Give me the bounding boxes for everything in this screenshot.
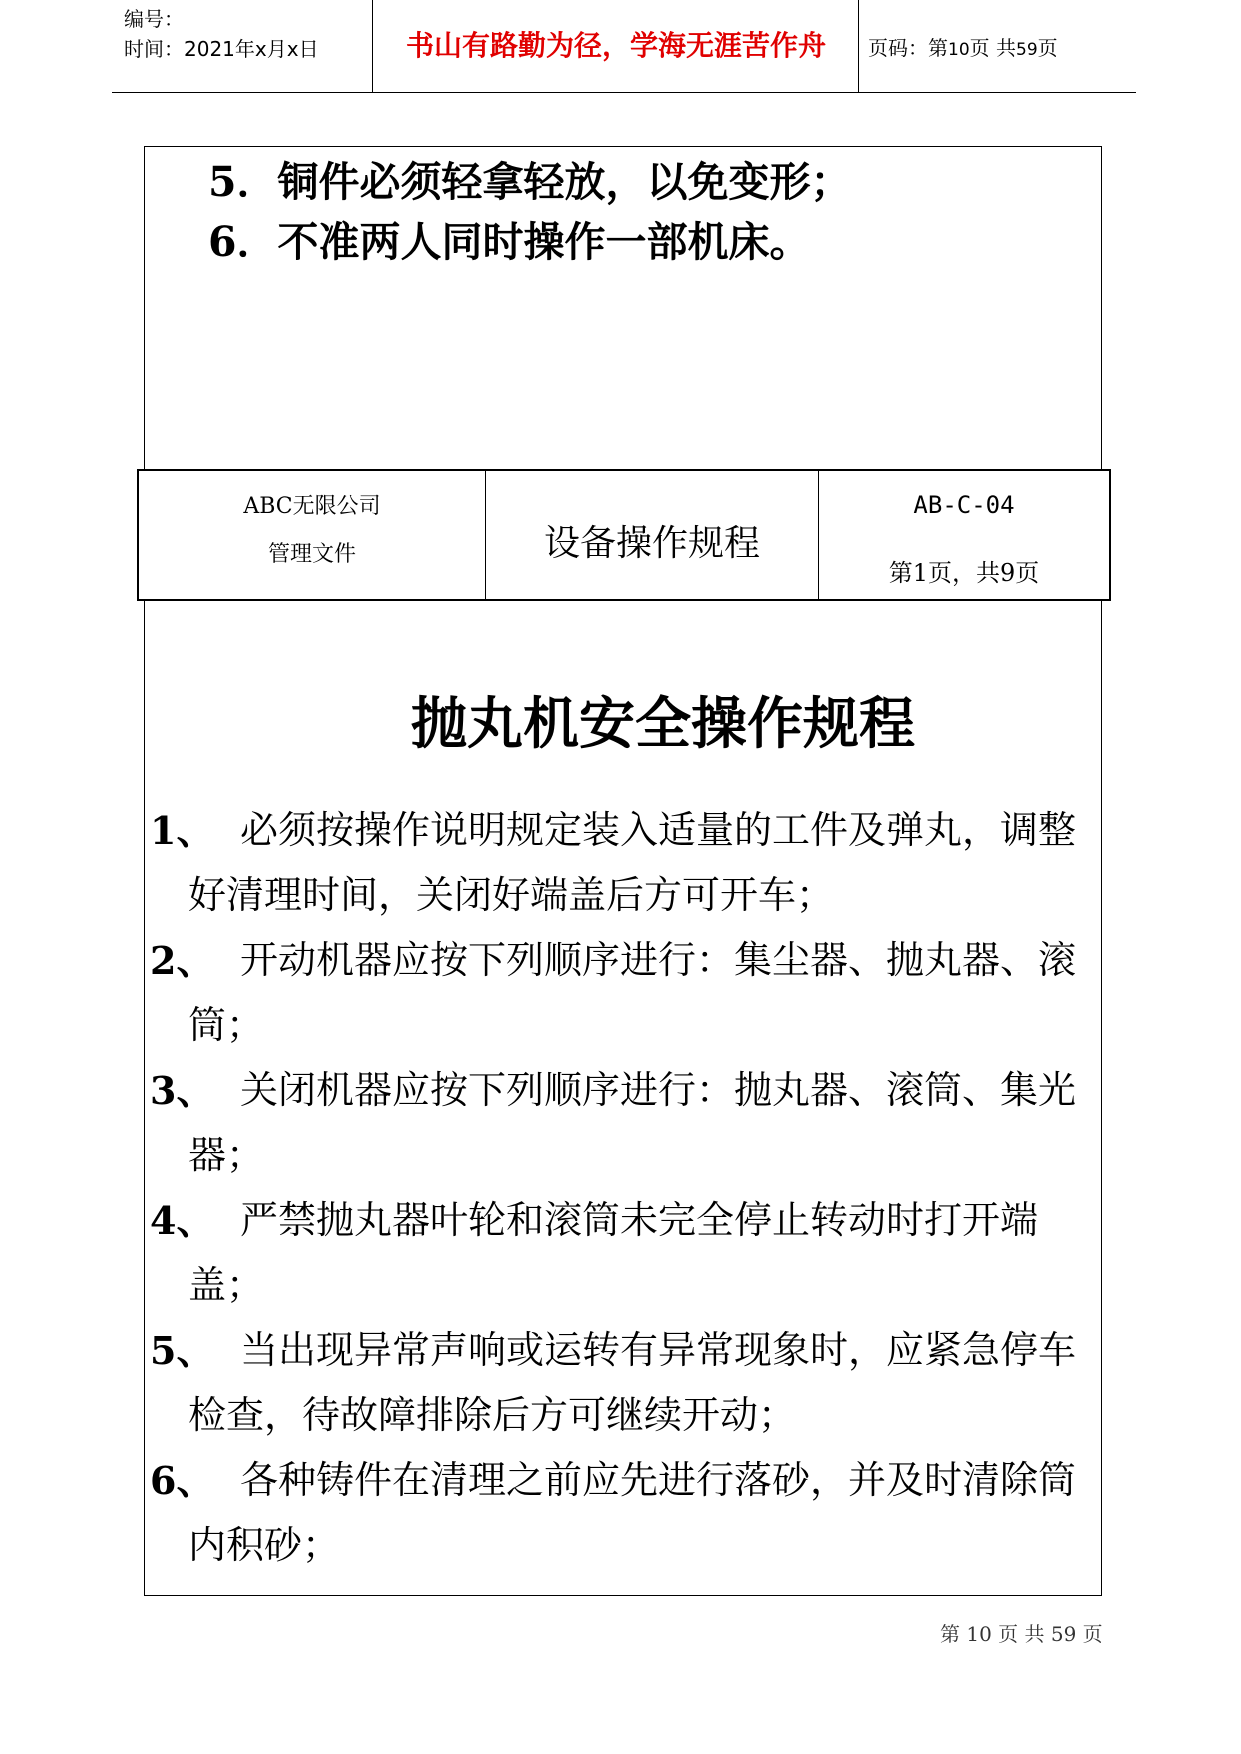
header-divider (372, 0, 373, 92)
doc-code: AB-C-04 (913, 491, 1015, 519)
rule-number: 3、 (150, 1068, 215, 1113)
doc-type: 管理文件 (267, 542, 356, 567)
rule-text: 严禁抛丸器叶轮和滚筒未完全停止转动时打开端盖； (188, 1198, 1039, 1307)
header-page-number: 页码：第10页 共59页 (868, 36, 1058, 60)
rule-text: 必须按操作说明规定装入适量的工件及弹丸，调整好清理时间，关闭好端盖后方可开车； (188, 808, 1077, 917)
company-cell (139, 471, 486, 599)
header-motto: 书山有路勤为径，学海无涯苦作舟 (405, 29, 826, 62)
title-cell (486, 471, 819, 599)
serial-label: 编号： (124, 7, 184, 31)
rule-number: 1、 (150, 808, 215, 853)
rule-number: 6、 (150, 1458, 215, 1503)
prev-item: 5．铜件必须轻拿轻放，以免变形； (208, 158, 852, 206)
doc-page-info: 第1页，共9页 (888, 559, 1040, 587)
code-cell (819, 471, 1109, 599)
rule-text: 各种铸件在清理之前应先进行落砂，并及时清除筒内积砂； (188, 1458, 1077, 1567)
rule-number: 5、 (150, 1328, 215, 1373)
header-rule (112, 92, 1136, 93)
header-meta (124, 4, 374, 84)
company-name: ABC无限公司 (243, 494, 381, 519)
prev-item: 6．不准两人同时操作一部机床。 (208, 218, 811, 266)
page-footer: 第 10 页 共 59 页 (940, 1622, 1103, 1646)
doc-category-title: 设备操作规程 (543, 523, 760, 564)
rule-text: 开动机器应按下列顺序进行：集尘器、抛丸器、滚筒； (188, 938, 1077, 1047)
rule-number: 4、 (150, 1198, 215, 1243)
header-divider (858, 0, 859, 92)
time-label: 时间：2021年x月x日 (124, 37, 319, 61)
document-control-table (137, 469, 1111, 601)
rule-number: 2、 (150, 938, 215, 983)
page-title: 抛丸机安全操作规程 (411, 691, 915, 757)
rule-text: 当出现异常声响或运转有异常现象时，应紧急停车检查，待故障排除后方可继续开动； (188, 1328, 1077, 1437)
rule-text: 关闭机器应按下列顺序进行：抛丸器、滚筒、集光器； (188, 1068, 1077, 1177)
